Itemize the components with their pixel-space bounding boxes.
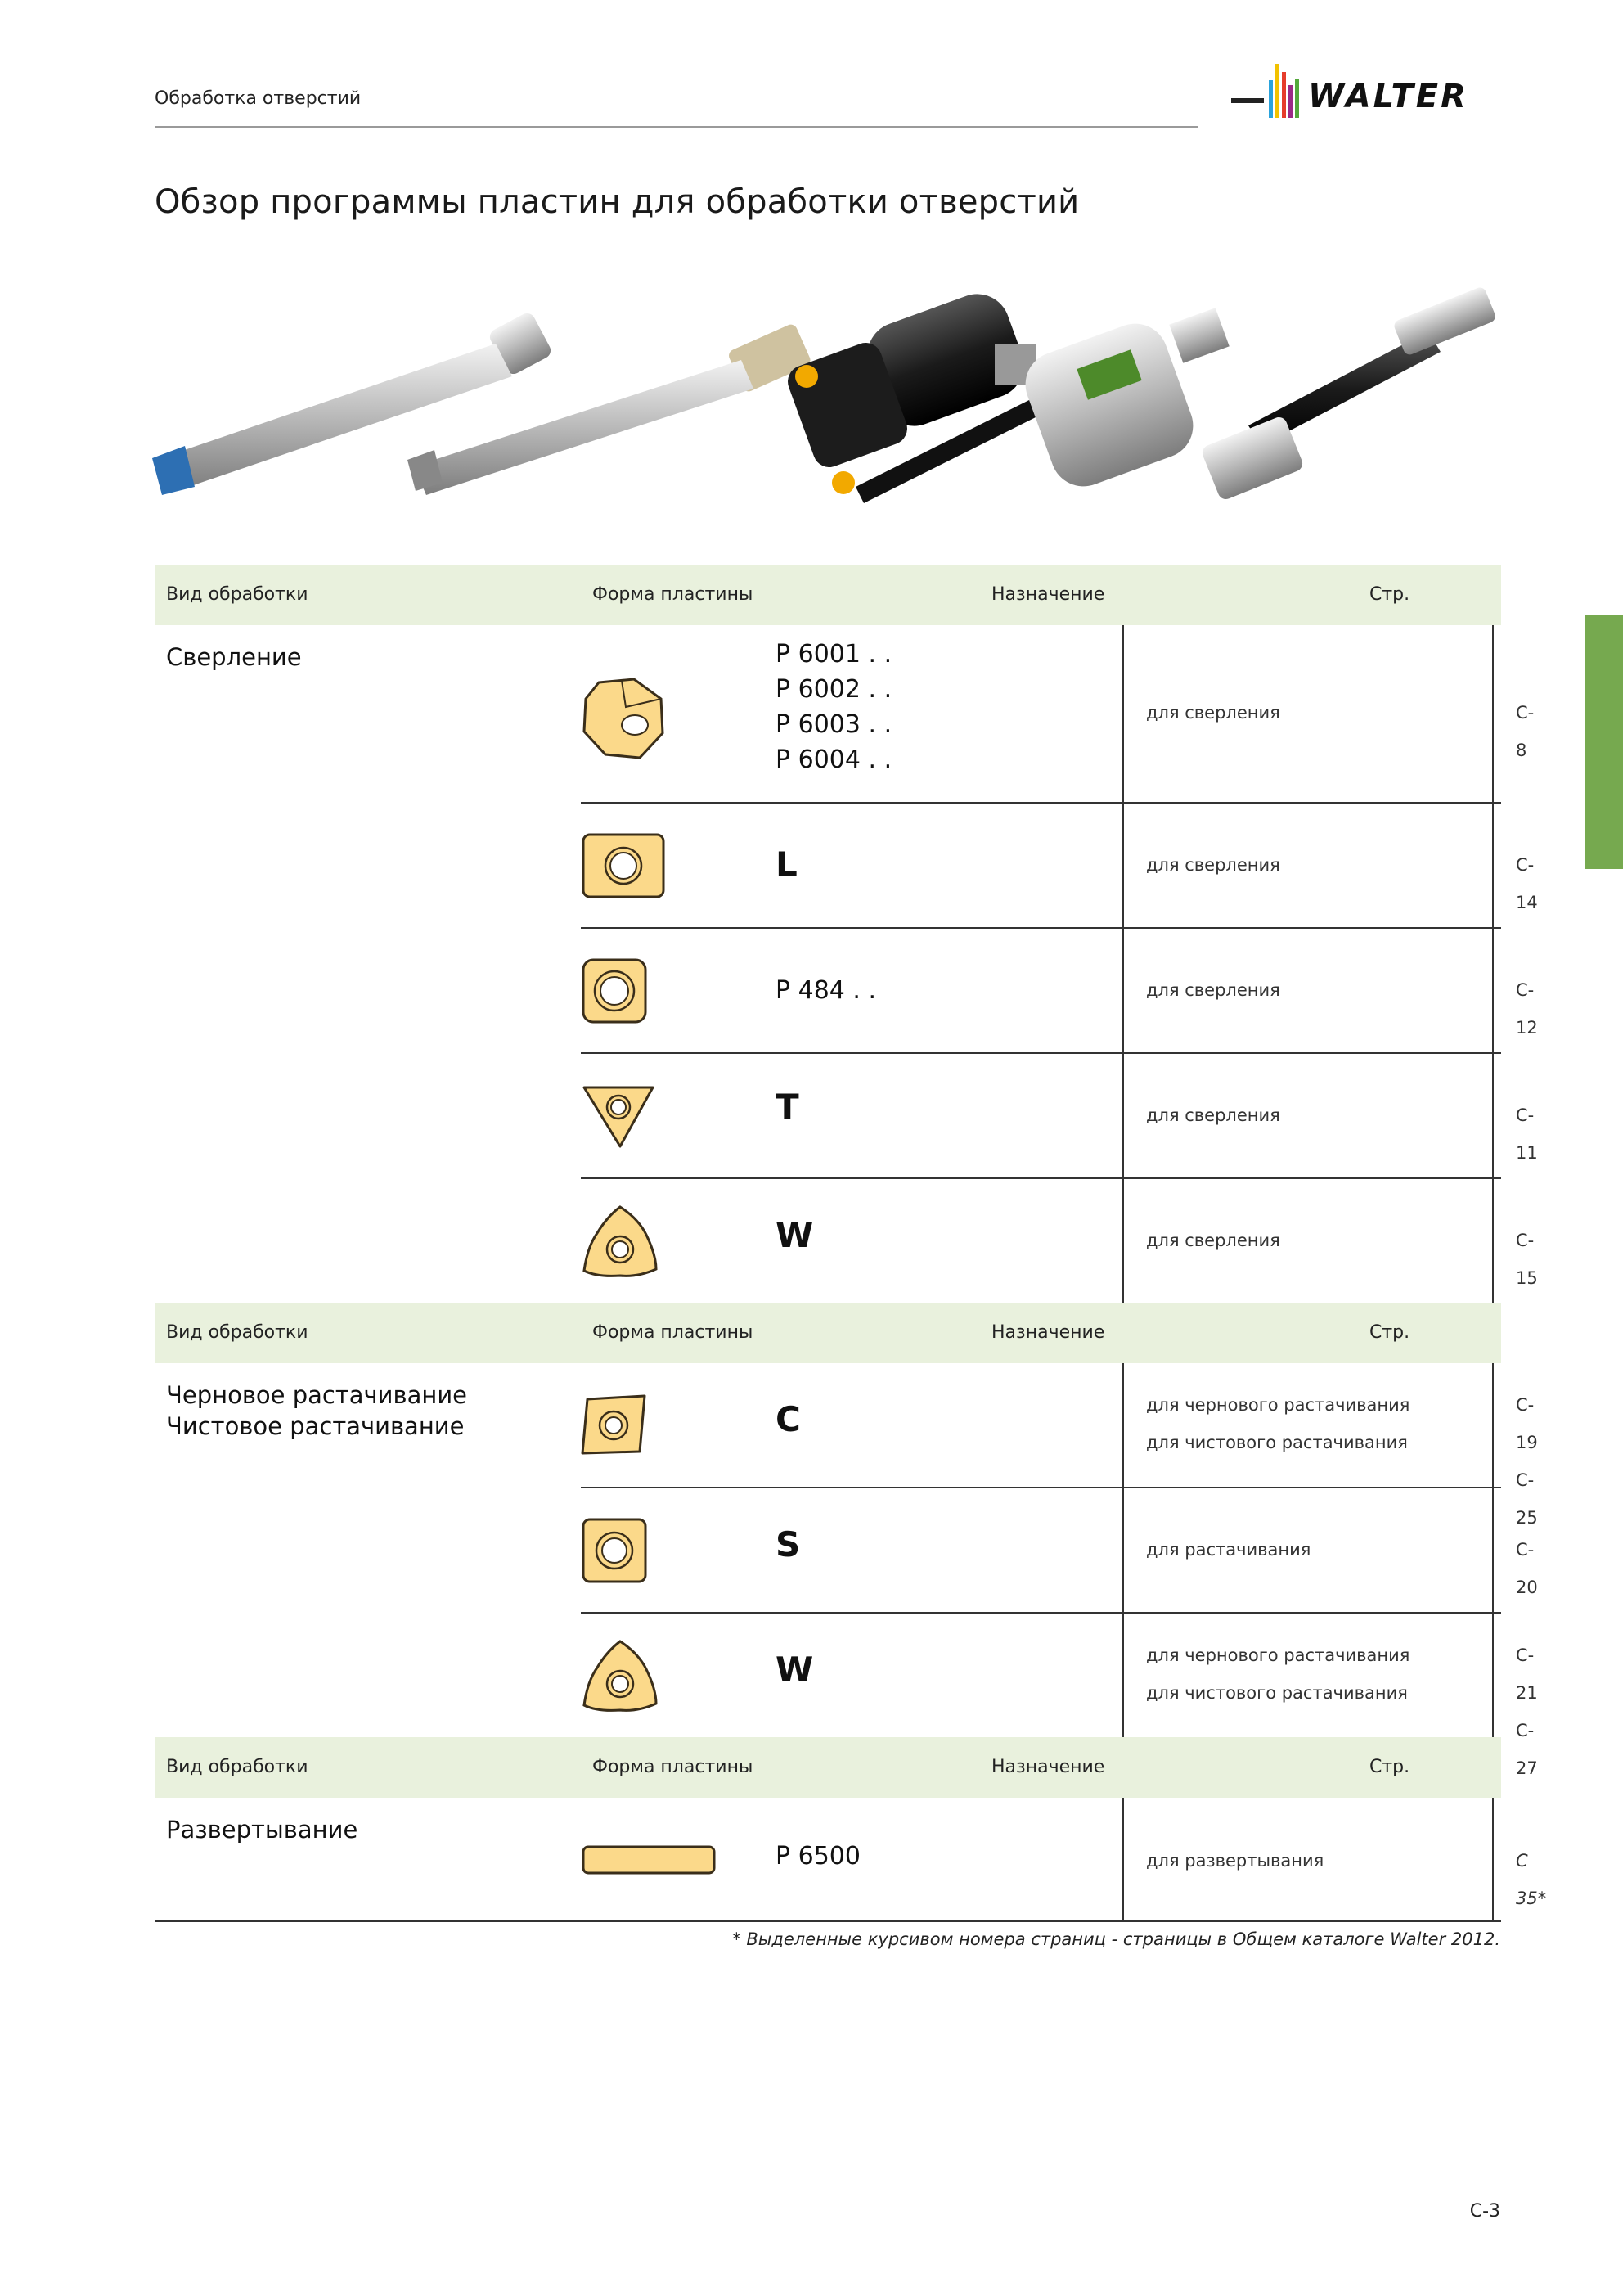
page-reference: C 35* [1516, 1851, 1547, 1908]
page-reference: C-11 [1516, 1105, 1538, 1163]
page-reference: C-8 [1516, 703, 1535, 760]
insert-letter: T [776, 1087, 799, 1127]
table-row [581, 1363, 1538, 1528]
group-drilling [155, 625, 1538, 1303]
header-purpose: Назначение [991, 1322, 1105, 1343]
table-header [155, 1303, 1501, 1363]
table-bottom-rule [155, 1920, 1501, 1922]
header-operation: Вид обработки [166, 1757, 308, 1777]
header-insert-shape: Форма пластины [592, 1322, 753, 1343]
insert-code: P 484 . . [776, 976, 877, 1005]
header-page: Стр. [1369, 1757, 1410, 1777]
header-operation: Вид обработки [166, 584, 308, 605]
page-title: Обзор программы пластин для обработки отверстий [155, 183, 1080, 221]
group-reaming [155, 1798, 1547, 1920]
purpose-text-list: для чернового растачивания для чистового растачивания [1146, 1645, 1410, 1703]
header-page: Стр. [1369, 584, 1410, 605]
insert-code: P 6500 [776, 1842, 861, 1871]
header-insert-shape: Форма пластины [592, 1757, 753, 1777]
category-label: Сверление [166, 643, 302, 671]
insert-letter: L [776, 844, 798, 885]
triangle-insert-icon [581, 1083, 656, 1150]
purpose-text: для сверления [1146, 1231, 1280, 1250]
page-reference: C-12 [1516, 980, 1538, 1038]
table-header [155, 565, 1501, 625]
hexagonal-insert-icon [581, 674, 671, 764]
footnote: * Выделенные курсивом номера страниц - страницы в Общем каталоге Walter 2012. [732, 1929, 1500, 1949]
page-reference-list: C-19 C-25 [1516, 1395, 1538, 1528]
page-reference: C-15 [1516, 1231, 1538, 1288]
insert-letter: C [776, 1399, 801, 1439]
insert-code-list: P 6001 . . P 6002 . . P 6003 . . P 6004 . . [776, 640, 892, 774]
square-insert-icon [581, 1517, 648, 1584]
table-row [581, 929, 1538, 1054]
category-label: Развертывание [166, 1816, 358, 1844]
header-insert-shape: Форма пластины [592, 584, 753, 605]
table-row [581, 804, 1538, 929]
tools-photo [152, 286, 1504, 507]
table-row [581, 1179, 1538, 1303]
reamer-image [1200, 286, 1497, 502]
page-number: C-3 [1469, 2201, 1500, 2222]
rhombic-insert-icon [581, 1394, 648, 1456]
square-insert-icon [581, 832, 666, 899]
trigon-insert-icon [581, 1202, 661, 1282]
header-purpose: Назначение [991, 584, 1105, 605]
trigon-insert-icon [581, 1636, 661, 1717]
rectangular-blade-icon [581, 1844, 717, 1876]
table-row [581, 1488, 1538, 1614]
svg-text:WALTER: WALTER [1308, 78, 1468, 115]
purpose-text: для развертывания [1146, 1851, 1324, 1871]
purpose-text: для сверления [1146, 1105, 1280, 1125]
header-purpose: Назначение [991, 1757, 1105, 1777]
header-operation: Вид обработки [166, 1322, 308, 1343]
header-page: Стр. [1369, 1322, 1410, 1343]
purpose-text-list: для чернового растачивания для чистового растачивания [1146, 1395, 1410, 1452]
purpose-text: для растачивания [1146, 1540, 1311, 1560]
insert-overview-table [155, 565, 1547, 1922]
section-label: Обработка отверстий [155, 88, 362, 109]
purpose-text: для сверления [1146, 855, 1280, 875]
table-row [581, 625, 1535, 804]
table-header [155, 1737, 1501, 1798]
header-divider [155, 126, 1198, 128]
purpose-text: для сверления [1146, 980, 1280, 1000]
table-row [581, 1798, 1547, 1920]
page-reference: C-14 [1516, 855, 1538, 912]
walter-logo [1223, 61, 1505, 126]
page-reference: C-20 [1516, 1540, 1538, 1597]
drill-2-image [407, 322, 812, 495]
insert-letter: W [776, 1650, 814, 1690]
insert-letter: W [776, 1215, 814, 1255]
insert-letter: S [776, 1524, 801, 1564]
section-side-tab [1585, 615, 1623, 869]
square-rounded-insert-icon [581, 957, 648, 1024]
purpose-text: для сверления [1146, 703, 1280, 723]
category-label: Черновое растачивание Чистовое растачивание [166, 1381, 468, 1440]
table-row [581, 1054, 1538, 1179]
page-reference-list: C-21 C-27 [1516, 1645, 1538, 1778]
